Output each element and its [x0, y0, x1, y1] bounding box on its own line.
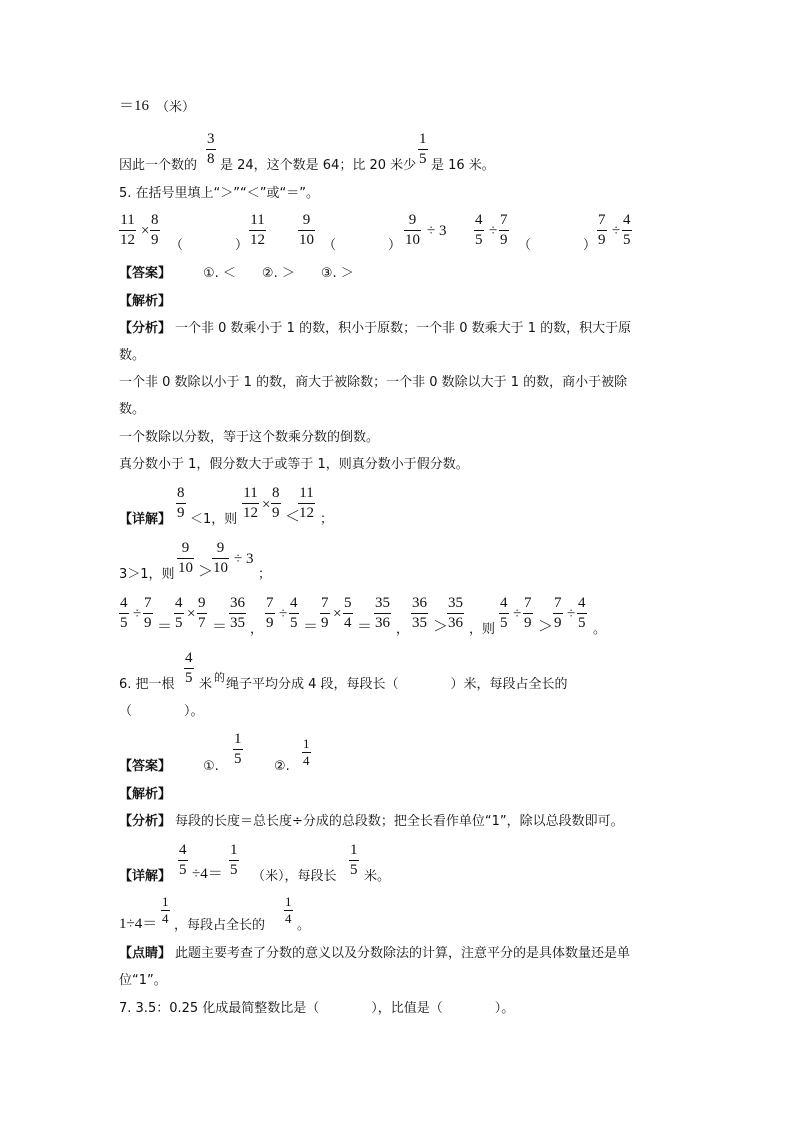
answer-label: 【答案】 [119, 759, 172, 774]
lt-one-then: ＜1，则 [190, 512, 238, 527]
then-text: ，则 [469, 622, 496, 637]
greater-than-sign: ＞ [198, 564, 214, 580]
fenxi-line-5: 一个数除以分数，等于这个数乘分数的倒数。 [119, 430, 380, 445]
fraction-8-9: 8 9 [177, 485, 185, 521]
fraction-35-36: 35 36 [448, 595, 463, 631]
answer-2-marker: ②. [274, 759, 290, 774]
dianjing-line-2: 位“1”。 [119, 973, 167, 988]
divide-by-3: ÷ 3 [234, 551, 254, 567]
fraction-4-5: 4 5 [475, 212, 483, 248]
fraction-36-35: 36 35 [230, 595, 245, 631]
fraction-35-36: 35 36 [375, 595, 390, 631]
dianjing-line-1: 此题主要考查了分数的意义以及分数除法的计算，注意平分的是具体数量还是单 [175, 946, 631, 961]
fraction-9-10: 9 10 [178, 540, 193, 576]
fraction-1-5: 1 5 [230, 842, 238, 878]
q6-text-3: 绳子平均分成 4 段，每段长（ ）米，每段占全长的 [226, 677, 568, 692]
answer-label: 【答案】 [119, 266, 172, 281]
divide-by-4: ÷4＝ [192, 866, 223, 882]
q6-meter-each: （米），每段长 [252, 869, 337, 884]
q5-answer: ①. ＜ ②. ＞ ③. ＞ [203, 266, 354, 281]
divide-sign: ÷ [513, 606, 522, 622]
fenxi-label: 【分析】 [119, 814, 172, 829]
divide-sign: ÷ [133, 606, 142, 622]
fenxi-line-1: 一个非 0 数乘小于 1 的数，积小于原数；一个非 0 数乘大于 1 的数，积大于原 [175, 321, 632, 336]
period: 。 [297, 918, 311, 933]
xiangjie-label: 【详解】 [119, 512, 172, 527]
times-sign: × [187, 606, 196, 622]
fraction-5-4: 5 4 [344, 595, 352, 631]
eq-16: ＝16 [119, 98, 150, 114]
intro-text-1: 因此一个数的 [119, 158, 198, 173]
blank-paren-1: （ ） [170, 238, 249, 253]
fraction-11-12: 11 12 [120, 212, 135, 248]
answer-1-marker: ①. [203, 759, 219, 774]
semicolon: ； [320, 512, 334, 527]
equals-sign: ＝ [357, 619, 373, 635]
times-sign: × [333, 606, 342, 622]
analysis-label: 【解析】 [119, 787, 172, 802]
equals-sign: ＝ [303, 619, 319, 635]
fraction-11-12: 11 12 [299, 485, 314, 521]
times-sign: × [262, 497, 271, 513]
fraction-9-10: 9 10 [405, 212, 420, 248]
dianjing-label: 【点睛】 [119, 946, 172, 961]
q5-title: 5. 在括号里填上“＞”“＜”或“＝”。 [119, 186, 319, 201]
fraction-7-9: 7 9 [266, 595, 274, 631]
one-divide-4: 1÷4＝ [119, 916, 158, 932]
fraction-4-5: 4 5 [578, 595, 586, 631]
blank-paren-2: （ ） [323, 238, 402, 253]
comma: ， [396, 622, 410, 637]
times-sign: × [141, 223, 150, 239]
period: 。 [593, 622, 607, 637]
greater-than-sign: ＞ [433, 619, 449, 635]
fenxi-line-4: 数。 [119, 402, 146, 417]
xiangjie-label: 【详解】 [119, 869, 172, 884]
q6-text-1: 6. 把一根 [119, 677, 175, 692]
fraction-8-9: 8 9 [272, 485, 280, 521]
fraction-1-5: 1 5 [419, 131, 427, 167]
fraction-4-5: 4 5 [175, 595, 183, 631]
fraction-11-12: 11 12 [243, 485, 258, 521]
fraction-1-4: 1 4 [162, 894, 169, 926]
fenxi-line-3: 一个非 0 数除以小于 1 的数，商大于被除数；一个非 0 数除以大于 1 的数，商小于被除 [119, 375, 628, 390]
fraction-8-9: 8 9 [151, 212, 159, 248]
fraction-9-7: 9 7 [198, 595, 206, 631]
fraction-4-5: 4 5 [623, 212, 631, 248]
q6-meter-end: 米。 [364, 869, 391, 884]
fraction-9-10: 9 10 [299, 212, 314, 248]
divide-sign: ÷ [489, 223, 498, 239]
fraction-7-9: 7 9 [554, 595, 562, 631]
fraction-4-5: 4 5 [185, 650, 193, 686]
analysis-label: 【解析】 [119, 294, 172, 309]
semicolon: ； [258, 567, 272, 582]
fraction-7-9: 7 9 [500, 212, 508, 248]
unit-meter: （米） [156, 100, 196, 115]
fraction-7-9: 7 9 [321, 595, 329, 631]
q6-fenxi: 每段的长度＝总长度÷分成的总段数；把全长看作单位“1”，除以总段数即可。 [175, 814, 624, 829]
intro-text-3: 是 16 米。 [431, 158, 495, 173]
q6-text-de: 的 [214, 671, 225, 684]
fraction-1-5: 1 5 [350, 842, 358, 878]
fraction-4-5: 4 5 [500, 595, 508, 631]
fraction-4-5: 4 5 [290, 595, 298, 631]
fenxi-line-2: 数。 [119, 348, 146, 363]
gt-one-then: 3＞1，则 [119, 567, 175, 582]
greater-than-sign: ＞ [538, 619, 554, 635]
less-than-sign: ＜ [285, 509, 301, 525]
q7-text: 7. 3.5：0.25 化成最简整数比是（ ），比值是（ ）。 [119, 1001, 515, 1016]
fraction-7-9: 7 9 [524, 595, 532, 631]
fenxi-line-6: 真分数小于 1，假分数大于或等于 1，则真分数小于假分数。 [119, 457, 469, 472]
fraction-7-9: 7 9 [598, 212, 606, 248]
q6-each-share: ，每段占全长的 [174, 918, 266, 933]
intro-text-2: 是 24，这个数是 64；比 20 米少 [220, 158, 417, 173]
fraction-4-5: 4 5 [120, 595, 128, 631]
fraction-36-35: 36 35 [412, 595, 427, 631]
divide-sign: ÷ [612, 223, 621, 239]
divide-by-3: ÷ 3 [427, 223, 447, 239]
comma: ， [250, 622, 264, 637]
divide-sign: ÷ [567, 606, 576, 622]
fraction-11-12: 11 12 [250, 212, 265, 248]
fraction-1-4: 1 4 [303, 736, 310, 768]
fraction-7-9: 7 9 [144, 595, 152, 631]
fraction-1-4: 1 4 [285, 894, 292, 926]
fraction-1-5: 1 5 [234, 731, 242, 767]
equals-sign: ＝ [157, 619, 173, 635]
fenxi-label: 【分析】 [119, 321, 172, 336]
q6-text-2: 米 [199, 677, 213, 692]
divide-sign: ÷ [279, 606, 288, 622]
fraction-3-8: 3 8 [207, 131, 215, 167]
fraction-4-5: 4 5 [179, 842, 187, 878]
fraction-9-10: 9 10 [213, 540, 228, 576]
blank-paren-3: （ ） [518, 238, 597, 253]
equals-sign: ＝ [212, 619, 228, 635]
q6-text-4: （ ）。 [119, 704, 204, 719]
